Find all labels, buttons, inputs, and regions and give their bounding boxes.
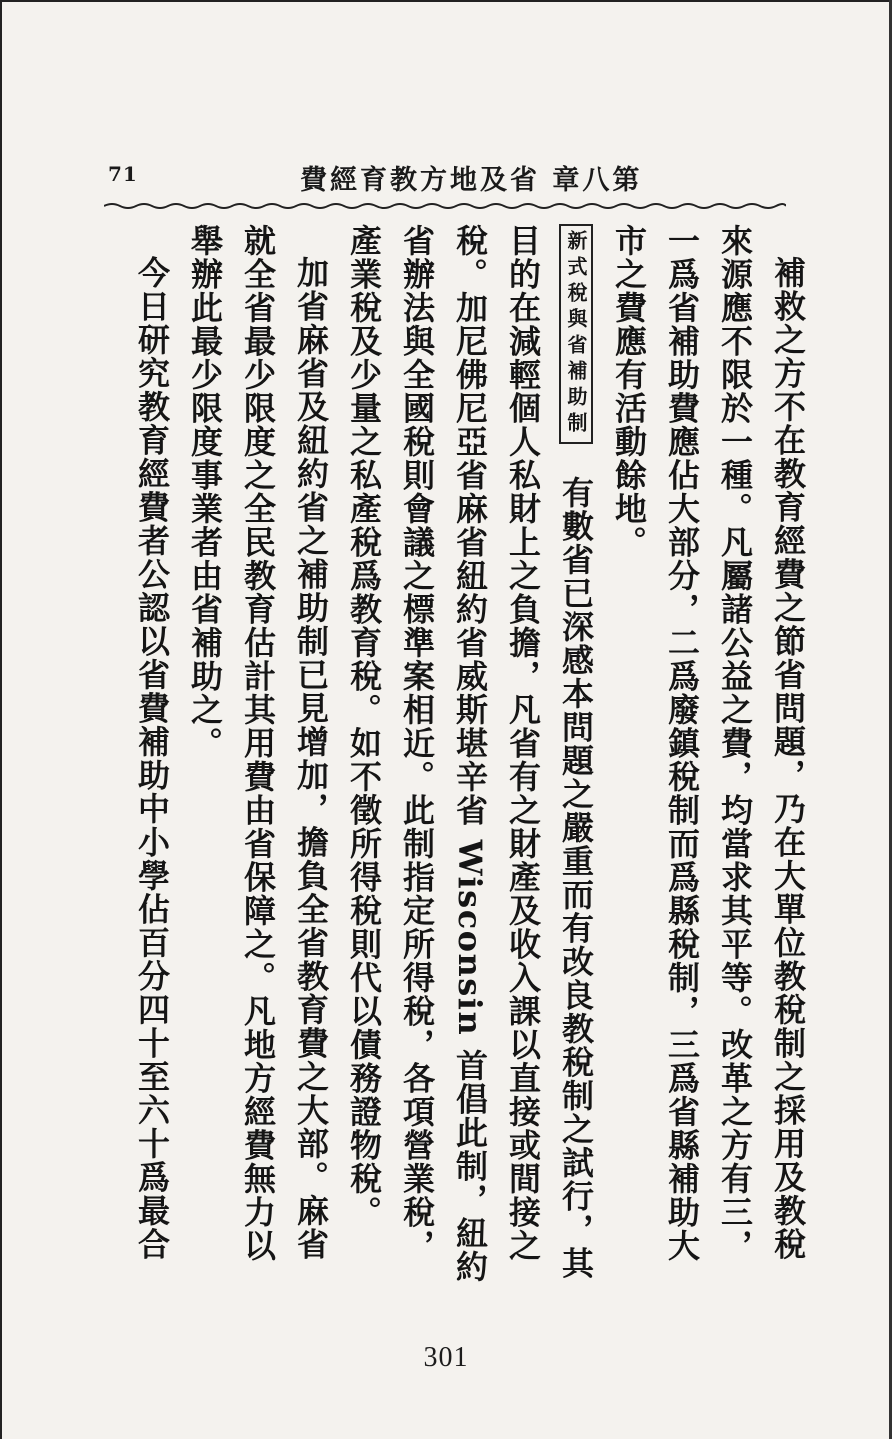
running-head-title-text: 第八章 省及地方教育經費 xyxy=(300,165,643,196)
paragraph-4 xyxy=(125,224,178,1294)
scan-border-top xyxy=(0,0,892,2)
paragraph-text: 今日研究教育經費者公認以省費補助中小學佔百分四十至六十爲最合 xyxy=(133,256,171,1261)
chapter-folio: 71 xyxy=(108,162,138,186)
paragraph-1 xyxy=(602,224,814,1294)
scan-border-left xyxy=(0,0,2,1439)
paragraph-3 xyxy=(178,224,337,1294)
running-head-rule xyxy=(104,200,786,212)
vertical-text-body xyxy=(96,224,814,1294)
side-heading-box: 新式稅與省補助制 xyxy=(559,224,593,444)
paragraph-text: 補救之方不在教育經費之節省問題，乃在大單位教稅制之採用及教稅來源應不限於一種。凡屬諸公益之費，均當求其平等。改革之方有三，一爲省補助費應佔大部分，二爲廢鎮稅制而爲縣稅制，三爲省縣補助大市之費應有活動餘地。 xyxy=(610,224,807,1263)
paragraph-text: 加省麻省及紐約省之補助制已見增加，擔負全省教育費之大部。麻省就全省最少限度之全民教育估計其用費由省保障之。凡地方經費無力以舉辦此最少限度事業者由省補助之。 xyxy=(186,224,330,1263)
running-head-title xyxy=(300,158,642,197)
paragraph-text: 有數省已深感本問題之嚴重而有改良教稅制之試行，其目的在減輕個人私財上之負擔，凡省有之財產及收入課以直接或間接之稅。加尼佛尼亞省麻省紐約省威斯堪辛省 Wisconsin 首倡此制，紐約省辦法與全國稅則會議之標準案相近。此制指定所得稅，各項營業稅，產業稅及少量之私產稅爲教育稅。如不徵所得稅則代以債務證物稅。 xyxy=(345,224,595,1284)
page-number: 301 xyxy=(423,1342,469,1373)
running-head xyxy=(0,156,892,196)
paragraph-2 xyxy=(337,224,602,1294)
